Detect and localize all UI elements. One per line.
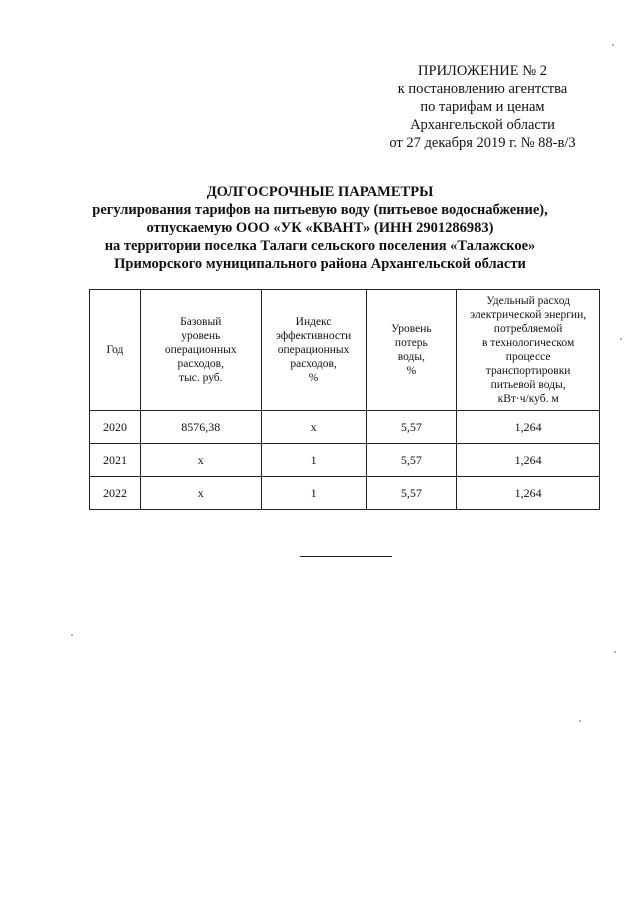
end-divider-line [300, 556, 392, 557]
cell-efficiency-index: х [261, 411, 366, 444]
header-energy-consumption [457, 290, 600, 411]
header-line: потерь [394, 337, 428, 349]
cell-energy-consumption: 1,264 [457, 444, 600, 477]
header-line: тыс. руб. [178, 372, 223, 384]
title-line-5: Приморского муниципального района Архангельской области [114, 256, 526, 272]
table-row [90, 411, 600, 444]
cell-energy-consumption: 1,264 [457, 477, 600, 510]
cell-base-opex: х [140, 477, 261, 510]
header-line: Удельный расход [486, 295, 571, 307]
document-title [60, 183, 580, 273]
cell-base-opex: х [140, 444, 261, 477]
scan-speck [612, 44, 614, 46]
header-line: уровень [181, 330, 221, 342]
header-line: потребляемой [493, 323, 563, 335]
header-year [90, 290, 141, 411]
header-line: эффективности [275, 330, 352, 342]
header-line: Индекс [295, 316, 332, 328]
title-line-1: ДОЛГОСРОЧНЫЕ ПАРАМЕТРЫ [206, 184, 434, 200]
scan-speck [620, 338, 622, 340]
scan-speck [614, 651, 616, 653]
title-line-4: на территории поселка Талаги сельского поселения «Талажское» [104, 238, 536, 254]
cell-year: 2020 [90, 411, 141, 444]
header-line: процессе [505, 351, 551, 363]
cell-year: 2022 [90, 477, 141, 510]
appendix-date: от 27 декабря 2019 г. № 88-в/3 [389, 135, 576, 151]
header-line: операционных [277, 344, 350, 356]
header-line: % [308, 372, 319, 384]
cell-energy-consumption: 1,264 [457, 411, 600, 444]
appendix-header [370, 62, 595, 152]
header-line: транспортировки [485, 365, 571, 377]
header-line: кВт·ч/куб. м [497, 393, 559, 405]
header-line: расходов, [290, 358, 337, 370]
scan-speck [579, 720, 581, 722]
table-header-row [90, 290, 600, 411]
header-line: Уровень [391, 323, 432, 335]
cell-water-loss: 5,57 [366, 411, 457, 444]
header-line: в технологическом [482, 337, 575, 349]
cell-efficiency-index: 1 [261, 444, 366, 477]
appendix-region: Архангельской области [410, 117, 555, 133]
table-row [90, 444, 600, 477]
cell-water-loss: 5,57 [366, 444, 457, 477]
header-line: Базовый [180, 316, 222, 328]
parameters-table [89, 289, 600, 510]
appendix-agency: по тарифам и ценам [420, 99, 545, 115]
header-line: % [406, 365, 417, 377]
scan-speck [71, 634, 73, 636]
header-base-opex [140, 290, 261, 411]
title-line-2: регулирования тарифов на питьевую воду (питьевое водоснабжение), [92, 202, 548, 218]
cell-base-opex: 8576,38 [140, 411, 261, 444]
cell-water-loss: 5,57 [366, 477, 457, 510]
header-efficiency-index [261, 290, 366, 411]
header-line: операционных [164, 344, 237, 356]
header-line: электрической энергии, [470, 309, 587, 321]
header-line: воды, [397, 351, 425, 363]
cell-efficiency-index: 1 [261, 477, 366, 510]
appendix-number: ПРИЛОЖЕНИЕ № 2 [418, 63, 547, 79]
header-line: питьевой воды, [490, 379, 566, 391]
table-row [90, 477, 600, 510]
header-water-loss [366, 290, 457, 411]
title-line-3: отпускаемую ООО «УК «КВАНТ» (ИНН 2901286983) [146, 220, 494, 236]
header-line: Год [106, 344, 124, 356]
cell-year: 2021 [90, 444, 141, 477]
appendix-resolution: к постановлению агентства [397, 81, 568, 97]
header-line: расходов, [177, 358, 224, 370]
